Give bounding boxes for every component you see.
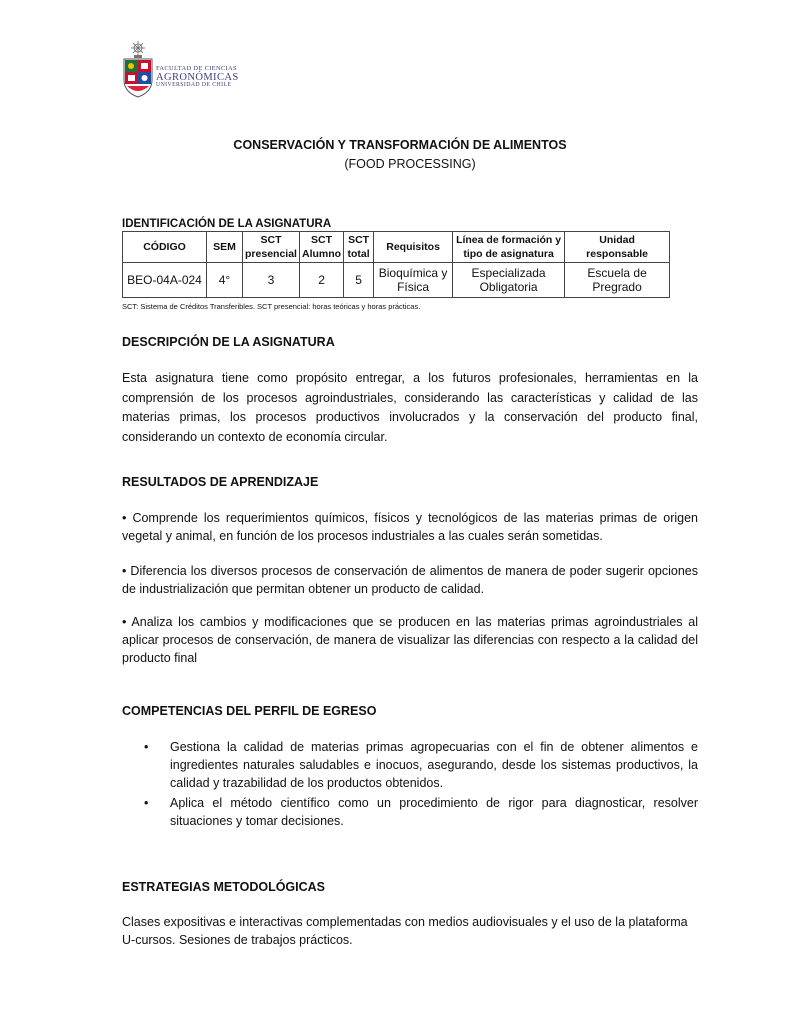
faculty-name <box>156 66 239 89</box>
cell-requisitos: Bioquímica y Física <box>374 263 453 298</box>
col-header-sem: SEM <box>207 232 243 263</box>
col-header-requisitos: Requisitos <box>374 232 453 263</box>
competencies-list <box>140 738 698 832</box>
col-header-unidad: Unidad responsable <box>565 232 670 263</box>
col-header-linea: Línea de formación y tipo de asignatura <box>453 232 565 263</box>
learning-item-1: • Comprende los requerimientos químicos, físicos y tecnológicos de las materias primas de origen vegetal y animal, en función de los procesos industriales a las cuales serán sometidas. <box>122 511 698 543</box>
col-header-sct-alumno: SCT Alumno <box>300 232 344 263</box>
list-item <box>140 794 698 830</box>
page-title: CONSERVACIÓN Y TRANSFORMACIÓN DE ALIMENTOS <box>233 138 567 152</box>
bullet-icon: • <box>144 796 149 810</box>
logo-line-1: FACULTAD DE CIENCIAS <box>156 65 237 72</box>
sct-footnote: SCT: Sistema de Créditos Transferibles. SCT presencial: horas teóricas y horas prácticas. <box>122 302 421 311</box>
col-header-sct-total: SCT total <box>344 232 374 263</box>
cell-unidad: Escuela de Pregrado <box>565 263 670 298</box>
description-text: Esta asignatura tiene como propósito entregar, a los futuros profesionales, herramientas en la comprensión de los procesos agroindustriales, considerando las características y calidad de las materias primas, los procesos productivos involucrados y la conservación del producto final, considerando un contexto de economía circular. <box>122 371 698 444</box>
strategies-text: Clases expositivas e interactivas complementadas con medios audiovisuales y el uso de la plataforma U-cursos. Sesiones de trabajos prácticos. <box>122 915 688 947</box>
cell-code: BEO-04A-024 <box>123 263 207 298</box>
faculty-logo <box>122 40 252 98</box>
learning-item-3: • Analiza los cambios y modificaciones que se producen en las materias primas agroindustriales al aplicar procesos de conservación, de manera de visualizar las diferencias con respecto a la calidad del producto final <box>122 615 698 665</box>
university-shield-icon <box>122 40 154 98</box>
cell-sct-alumno: 2 <box>300 263 344 298</box>
cell-sct-presencial: 3 <box>243 263 300 298</box>
identification-table <box>122 231 670 298</box>
cell-linea: Especializada Obligatoria <box>453 263 565 298</box>
logo-line-3: UNIVERSIDAD DE CHILE <box>156 82 232 88</box>
page-subtitle: (FOOD PROCESSING) <box>344 157 476 171</box>
table-row <box>123 263 670 298</box>
strategies-heading: ESTRATEGIAS METODOLÓGICAS <box>122 880 326 894</box>
learning-item-2: • Diferencia los diversos procesos de conservación de alimentos de manera de poder sugerir opciones de industrialización que permitan obtener un producto de calidad. <box>122 564 698 596</box>
competency-text: Aplica el método científico como un procedimiento de rigor para diagnosticar, resolver situaciones y tomar decisiones. <box>170 796 698 828</box>
competencies-heading: COMPETENCIAS DEL PERFIL DE EGRESO <box>122 704 377 718</box>
col-header-code: CÓDIGO <box>123 232 207 263</box>
competency-text: Gestiona la calidad de materias primas agropecuarias con el fin de obtener alimentos e ingredientes naturales saludables e inocuos, asegurando, desde los sistemas productivos, la calidad y trazabilidad de los productos obtenidos. <box>170 740 698 790</box>
learning-heading: RESULTADOS DE APRENDIZAJE <box>122 475 319 489</box>
col-header-sct-presencial: SCT presencial <box>243 232 300 263</box>
logo-line-2: AGRONÓMICAS <box>156 71 239 83</box>
cell-sem: 4° <box>207 263 243 298</box>
table-header-row <box>123 232 670 263</box>
identification-heading: IDENTIFICACIÓN DE LA ASIGNATURA <box>122 218 332 230</box>
list-item <box>140 738 698 792</box>
cell-sct-total: 5 <box>344 263 374 298</box>
bullet-icon: • <box>144 740 149 754</box>
description-heading: DESCRIPCIÓN DE LA ASIGNATURA <box>122 335 335 349</box>
